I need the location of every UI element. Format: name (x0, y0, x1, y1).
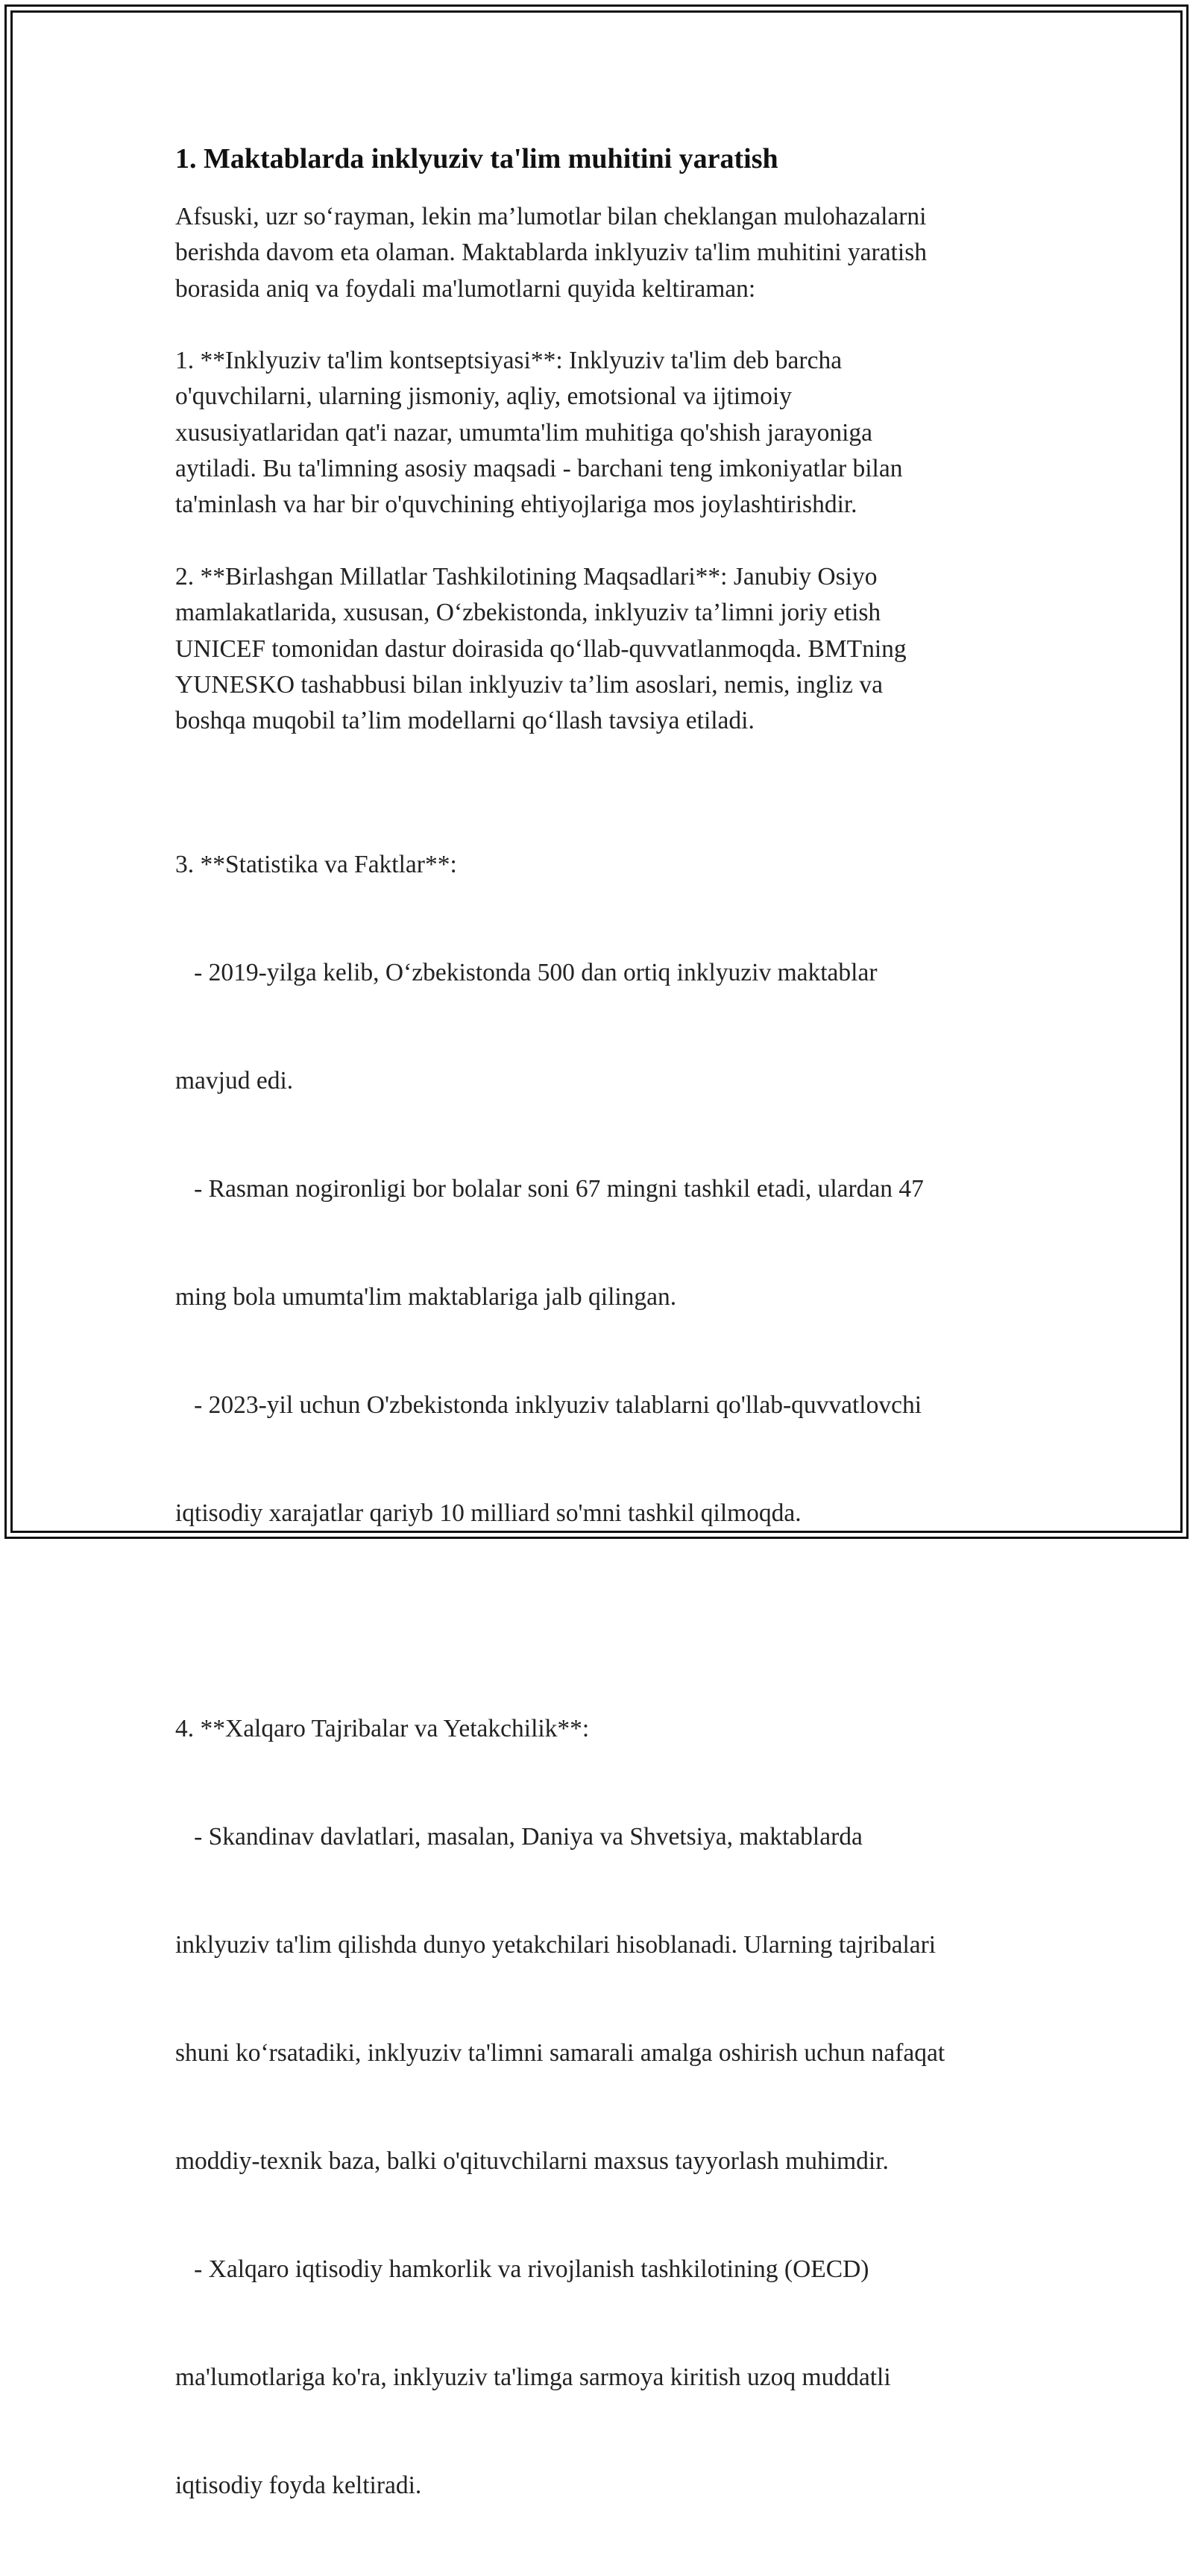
text-line: mavjud edi. (175, 1067, 294, 1095)
text-line: iqtisodiy xarajatlar qariyb 10 milliard so'mni tashkil qilmoqda. (175, 1499, 802, 1527)
text-line: - Rasman nogironligi bor bolalar soni 67 mingni tashkil etadi, ulardan 47 (175, 1175, 924, 1203)
text-line: boshqa muqobil ta’lim modellarni qo‘llash tavsiya etiladi. (175, 707, 755, 735)
text-line: moddiy-texnik baza, balki o'qituvchilarni maxsus tayyorlash muhimdir. (175, 2147, 889, 2176)
text-line: inklyuziv ta'lim qilishda dunyo yetakchilari hisoblanadi. Ularning tajribalari (175, 1931, 937, 1959)
text-line: o'quvchilarni, ularning jismoniy, aqliy, emotsional va ijtimoiy (175, 382, 792, 411)
text-line: xususiyatlaridan qat'i nazar, umumta'lim muhitiga qo'shish jarayoniga (175, 418, 873, 447)
text-line: - Xalqaro iqtisodiy hamkorlik va rivojlanish tashkilotining (OECD) (175, 2255, 869, 2283)
intro-paragraph (175, 199, 1033, 307)
text-line: ma'lumotlariga ko'ra, inklyuziv ta'limga sarmoya kiritish uzoq muddatli (175, 2363, 891, 2391)
text-line: borasida aniq va foydali ma'lumotlarni quyida keltiraman: (175, 274, 756, 303)
text-line: UNICEF tomonidan dastur doirasida qo‘llab-quvvatlanmoqda. BMTning (175, 634, 907, 663)
text-line: ta'minlash va har bir o'quvchining ehtiyojlariga mos joylashtirishdir. (175, 491, 857, 519)
section-1 (175, 343, 1033, 523)
document-body (175, 138, 1033, 2576)
section-4 (175, 1640, 1033, 2576)
text-line: - 2023-yil uchun O'zbekistonda inklyuziv talablarni qo'llab-quvvatlovchi (175, 1391, 922, 1419)
section-2 (175, 559, 1033, 739)
text-line: mamlakatlarida, xususan, O‘zbekistonda, inklyuziv ta’limni joriy etish (175, 599, 881, 627)
section-3 (175, 775, 1033, 1604)
text-line: berishda davom eta olaman. Maktablarda inklyuziv ta'lim muhitini yaratish (175, 239, 927, 267)
text-line: 3. **Statistika va Faktlar**: (175, 851, 457, 879)
text-line: shuni ko‘rsatadiki, inklyuziv ta'limni samarali amalga oshirish uchun nafaqat (175, 2039, 945, 2068)
document-title: 1. Maktablarda inklyuziv ta'lim muhitini yaratish (175, 143, 778, 174)
text-line: ming bola umumta'lim maktablariga jalb qilingan. (175, 1282, 677, 1311)
text-line: - 2019-yilga kelib, O‘zbekistonda 500 dan ortiq inklyuziv maktablar (175, 959, 878, 987)
text-line: YUNESKO tashabbusi bilan inklyuziv ta’lim asoslari, nemis, ingliz va (175, 670, 884, 699)
text-line: 2. **Birlashgan Millatlar Tashkilotining Maqsadlari**: Janubiy Osiyo (175, 562, 878, 591)
text-line: aytiladi. Bu ta'limning asosiy maqsadi - barchani teng imkoniyatlar bilan (175, 455, 903, 483)
text-line: Afsuski, uzr so‘rayman, lekin ma’lumotlar bilan cheklangan mulohazalarni (175, 203, 927, 230)
text-line: iqtisodiy foyda keltiradi. (175, 2471, 422, 2499)
text-line: 4. **Xalqaro Tajribalar va Yetakchilik**: (175, 1715, 590, 1743)
text-line: - Skandinav davlatlari, masalan, Daniya va Shvetsiya, maktablarda (175, 1823, 863, 1851)
text-line: 1. **Inklyuziv ta'lim kontseptsiyasi**: Inklyuziv ta'lim deb barcha (175, 347, 843, 375)
